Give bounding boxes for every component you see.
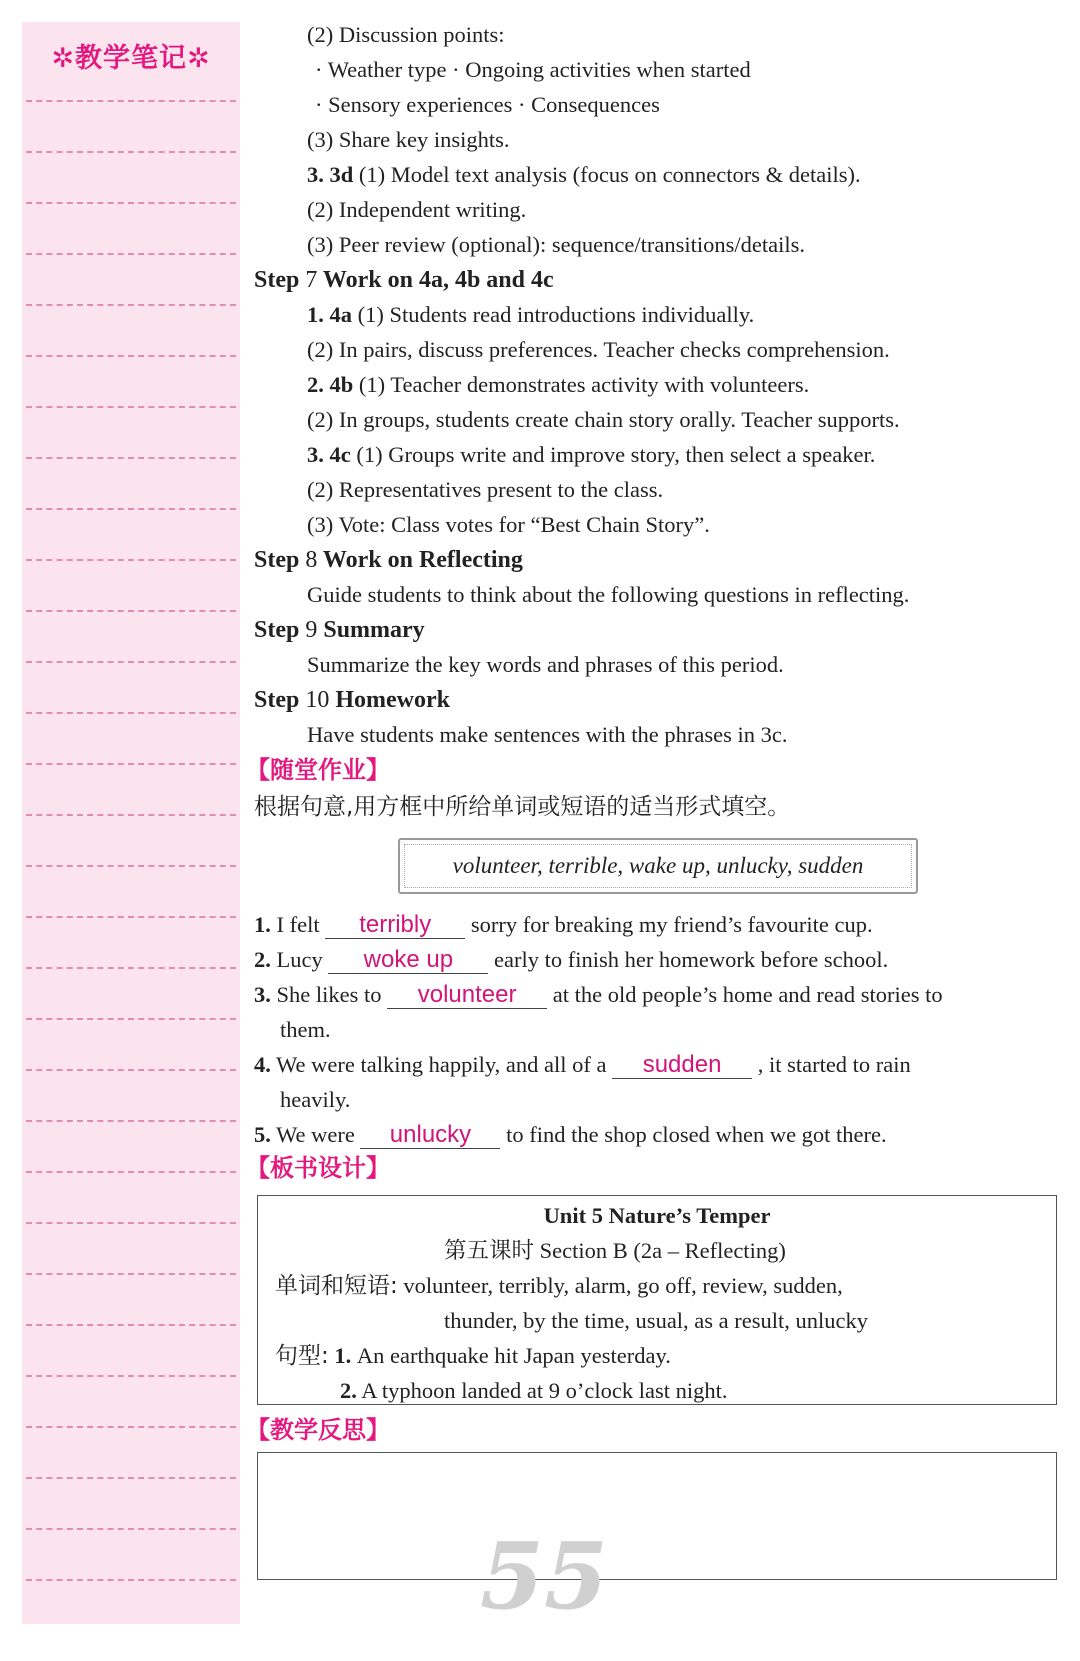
step-title: Work on 4a, 4b and 4c (322, 267, 554, 293)
board-subtitle: 第五课时 Section B (2a – Reflecting) (444, 1238, 786, 1263)
item-text: Lucy (276, 947, 323, 972)
item-number: 2. 4b (307, 372, 354, 397)
vocab-label: 单词和短语: (275, 1273, 398, 1299)
item-text: She likes to (276, 982, 382, 1007)
text-line: (2) In pairs, discuss preferences. Teacher checks comprehension. (307, 337, 890, 362)
item-number: 2. (254, 947, 271, 972)
step-heading (254, 685, 450, 715)
numbered-line (307, 300, 754, 330)
step-number: 8 (305, 547, 318, 573)
text-line: (2) In groups, students create chain story orally. Teacher supports. (307, 407, 900, 432)
item-text: (1) Students read introductions individually. (357, 302, 755, 327)
item-number: 3. (254, 982, 271, 1007)
step-label: Step (254, 267, 300, 293)
step-heading (254, 265, 554, 295)
text-line: (2) Representatives present to the class. (307, 477, 664, 502)
exercise-item (254, 1050, 911, 1080)
sentence-number: 1. (334, 1343, 352, 1368)
sentence-number: 2. (340, 1378, 357, 1403)
numbered-line (307, 370, 809, 400)
exercise-item (254, 910, 873, 940)
page-number: 55 (480, 1522, 609, 1630)
item-text: (1) Teacher demonstrates activity with volunteers. (358, 372, 810, 397)
step-number: 9 (305, 617, 318, 643)
text-line: (3) Peer review (optional): sequence/transitions/details. (307, 232, 805, 257)
answer-blank[interactable]: unlucky (360, 1122, 500, 1149)
step-label: Step (254, 687, 300, 713)
board-design-heading: 【板书设计】 (246, 1154, 390, 1182)
item-number: 3. 3d (307, 162, 354, 187)
item-number: 1. 4a (307, 302, 352, 327)
item-text: early to finish her homework before school. (493, 947, 889, 972)
item-text: (1) Model text analysis (focus on connectors & details). (358, 162, 861, 187)
exercise-item (254, 1120, 887, 1150)
board-title: Unit 5 Nature’s Temper (543, 1203, 771, 1228)
step-title: Work on Reflecting (322, 547, 523, 573)
step-heading (254, 615, 425, 645)
sidebar-title: ✲教学笔记✲ (51, 43, 211, 74)
item-text: to find the shop closed when we got there. (506, 1122, 887, 1147)
item-number: 1. (254, 912, 271, 937)
item-text: at the old people’s home and read stories to (552, 982, 943, 1007)
step-title: Summary (323, 617, 425, 643)
step-number: 10 (305, 687, 330, 713)
sentence-label: 句型: (275, 1343, 329, 1369)
sentence-row (340, 1376, 727, 1406)
sentence-text: A typhoon landed at 9 o’clock last night. (361, 1378, 728, 1403)
exercise-item-continued: them. (280, 1017, 331, 1042)
vocab-row (275, 1271, 843, 1301)
numbered-line (307, 160, 861, 190)
item-number: 4. (254, 1052, 271, 1077)
numbered-line (307, 440, 875, 470)
exercise-instruction: 根据句意,用方框中所给单词或短语的适当形式填空。 (254, 794, 791, 820)
item-text: , it started to rain (757, 1052, 911, 1077)
board-design-box (257, 1195, 1057, 1405)
answer-blank[interactable]: volunteer (387, 982, 547, 1009)
exercise-item-continued: heavily. (280, 1087, 351, 1112)
sentence-text: An earthquake hit Japan yesterday. (356, 1343, 671, 1368)
item-number: 5. (254, 1122, 271, 1147)
text-line: · Weather type · Ongoing activities when started (315, 57, 751, 82)
text-line: Have students make sentences with the phrases in 3c. (307, 722, 788, 747)
answer-blank[interactable]: woke up (328, 947, 488, 974)
reflection-box[interactable] (257, 1452, 1057, 1580)
reflection-heading: 【教学反思】 (246, 1416, 390, 1444)
text-line: Summarize the key words and phrases of this period. (307, 652, 784, 677)
item-text: (1) Groups write and improve story, then select a speaker. (356, 442, 876, 467)
word-box (398, 838, 918, 894)
sentence-row (275, 1341, 671, 1371)
vocab-text: volunteer, terribly, alarm, go off, review, sudden, (403, 1273, 843, 1298)
answer-blank[interactable]: sudden (612, 1052, 752, 1079)
item-text: We were talking happily, and all of a (276, 1052, 607, 1077)
text-line: Guide students to think about the following questions in reflecting. (307, 582, 910, 607)
text-line: (3) Share key insights. (307, 127, 510, 152)
text-line: (3) Vote: Class votes for “Best Chain Story”. (307, 512, 710, 537)
vocab-text: thunder, by the time, usual, as a result, unlucky (444, 1308, 869, 1333)
step-number: 7 (305, 267, 318, 293)
step-label: Step (254, 617, 300, 643)
item-text: I felt (276, 912, 320, 937)
text-line: (2) Discussion points: (307, 22, 505, 47)
step-label: Step (254, 547, 300, 573)
text-line: · Sensory experiences · Consequences (315, 92, 660, 117)
exercise-heading: 【随堂作业】 (246, 756, 390, 784)
exercise-item (254, 980, 943, 1010)
exercise-item (254, 945, 888, 975)
step-title: Homework (335, 687, 450, 713)
item-text: We were (276, 1122, 355, 1147)
item-text: sorry for breaking my friend’s favourite cup. (470, 912, 873, 937)
word-box-text: volunteer, terrible, wake up, unlucky, sudden (452, 853, 864, 878)
text-line: (2) Independent writing. (307, 197, 527, 222)
step-heading (254, 545, 523, 575)
answer-blank[interactable]: terribly (325, 912, 465, 939)
item-number: 3. 4c (307, 442, 351, 467)
